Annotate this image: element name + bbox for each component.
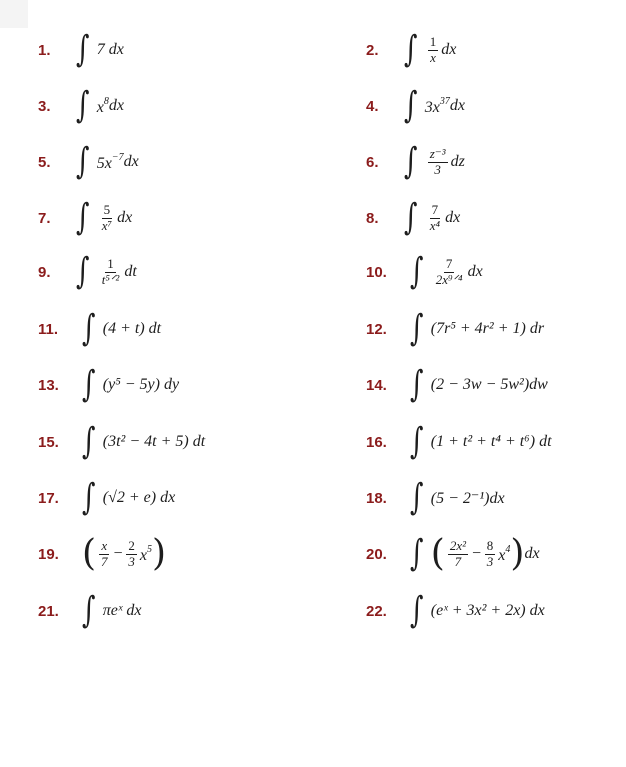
problem-expression — [82, 590, 142, 631]
problem-expression — [404, 197, 461, 238]
expression-term: dx — [123, 153, 139, 170]
expression-term: (2 − 3w − 5w²)dw — [430, 376, 548, 393]
integral-sign-icon: ∫ — [82, 308, 96, 349]
problem-item — [366, 78, 465, 134]
expression-text — [124, 153, 139, 171]
exponent: 8 — [103, 95, 109, 107]
expression-term: (7r⁵ + 4r² + 1) dr — [430, 320, 545, 337]
problem-number: 6. — [366, 153, 379, 171]
left-paren-icon: ( — [82, 533, 97, 574]
fraction-denominator: 7 — [454, 553, 462, 569]
fraction-denominator: x⁷ — [101, 217, 113, 233]
fraction — [428, 147, 448, 177]
expression-term: dx — [467, 263, 483, 280]
problem-expression — [76, 141, 139, 182]
fraction — [434, 257, 465, 287]
problem-number: 3. — [38, 97, 51, 115]
fraction-denominator: 3 — [434, 161, 441, 177]
problem-item — [366, 583, 545, 639]
right-paren-icon: ) — [510, 533, 525, 574]
problem-expression — [76, 251, 137, 292]
problem-item — [38, 190, 132, 246]
integral-sign-icon: ∫ — [82, 477, 96, 518]
problem-number: 10. — [366, 263, 387, 281]
problem-number: 12. — [366, 320, 387, 338]
expression-term: (eˣ + 3x² + 2x) dx — [430, 602, 545, 619]
problem-expression — [410, 590, 545, 631]
expression-term: dx — [108, 97, 124, 114]
expression-text — [113, 545, 124, 563]
problem-expression — [82, 364, 180, 405]
problem-number: 13. — [38, 376, 59, 394]
expression-term: dx — [449, 97, 465, 114]
integral-sign-icon: ∫ — [82, 364, 96, 405]
problem-expression — [82, 421, 206, 462]
fraction-numerator: 5 — [103, 202, 111, 218]
integral-sign-icon: ∫ — [76, 141, 90, 182]
problem-expression — [410, 251, 483, 292]
fraction — [448, 539, 468, 569]
problem-expression — [404, 29, 457, 70]
expression-text — [103, 320, 161, 338]
expression-text — [117, 209, 132, 227]
problem-item — [38, 583, 142, 639]
problem-item — [366, 190, 460, 246]
problem-item — [366, 301, 544, 357]
fraction-denominator: 3 — [486, 553, 494, 569]
integral-sign-icon: ∫ — [76, 29, 90, 70]
expression-term: (3t² − 4t + 5) dt — [102, 433, 206, 450]
problem-number: 2. — [366, 41, 379, 59]
problem-item — [366, 470, 505, 526]
expression-term: 3x — [424, 98, 440, 116]
problem-number: 4. — [366, 97, 379, 115]
fraction-numerator: x — [101, 538, 108, 554]
problem-item — [366, 134, 465, 190]
expression-text — [97, 152, 124, 173]
integral-sign-icon: ∫ — [410, 590, 424, 631]
integral-sign-icon: ∫ — [410, 533, 424, 574]
problem-number: 9. — [38, 263, 51, 281]
integral-sign-icon: ∫ — [410, 364, 424, 405]
problem-expression — [410, 308, 545, 349]
problem-expression — [82, 477, 176, 518]
integral-sign-icon: ∫ — [404, 197, 418, 238]
expression-term: (1 + t² + t⁴ + t⁶) dt — [430, 433, 552, 450]
fraction-numerator: 1 — [107, 256, 114, 272]
fraction — [428, 203, 442, 233]
problem-number: 14. — [366, 376, 387, 394]
expression-term: dx — [441, 41, 457, 58]
problem-number: 11. — [38, 320, 59, 338]
expression-text — [431, 488, 505, 508]
exponent: 4 — [505, 543, 511, 555]
problem-number: 17. — [38, 489, 59, 507]
expression-text — [445, 209, 460, 227]
expression-term: dx — [117, 209, 133, 226]
problem-item — [38, 301, 161, 357]
expression-term: dx — [445, 209, 461, 226]
expression-text — [97, 41, 124, 59]
expression-text — [431, 320, 544, 338]
fraction-numerator: 2 — [128, 538, 135, 554]
exponent: 37 — [439, 95, 450, 107]
problem-expression — [404, 85, 465, 126]
expression-text — [431, 602, 545, 620]
fraction — [485, 539, 496, 569]
problem-number: 15. — [38, 433, 59, 451]
problem-number: 1. — [38, 41, 51, 59]
expression-text — [431, 376, 548, 394]
problem-number: 20. — [366, 545, 387, 563]
expression-term: 7 dx — [96, 41, 124, 58]
expression-term: (4 + t) dt — [102, 320, 162, 337]
expression-text — [431, 433, 552, 451]
integral-sign-icon: ∫ — [76, 197, 90, 238]
fraction-denominator: 3 — [128, 553, 135, 569]
problem-item — [38, 526, 166, 582]
fraction-denominator: t⁵ᐟ² — [101, 271, 120, 287]
problem-item — [38, 470, 175, 526]
expression-text — [124, 263, 136, 281]
expression-term: (5 − 2⁻¹)dx — [430, 490, 505, 507]
fraction — [126, 539, 137, 569]
problem-item — [38, 357, 179, 413]
fraction — [100, 257, 122, 287]
problem-expression — [410, 533, 540, 574]
expression-text — [109, 97, 124, 115]
integral-sign-icon: ∫ — [410, 308, 424, 349]
expression-text — [103, 489, 175, 507]
problem-number: 5. — [38, 153, 51, 171]
integral-sign-icon: ∫ — [404, 29, 418, 70]
problem-item — [366, 414, 552, 470]
expression-term: dz — [450, 153, 465, 170]
problem-item — [38, 244, 137, 300]
problem-expression — [410, 421, 552, 462]
right-paren-icon: ) — [151, 533, 166, 574]
expression-term: − — [470, 545, 482, 562]
problem-expression — [404, 141, 465, 182]
problem-expression — [76, 197, 133, 238]
expression-text — [450, 97, 465, 115]
expression-term: 5x — [96, 154, 112, 172]
exponent: −7 — [111, 151, 124, 163]
expression-text — [451, 153, 465, 171]
expression-text — [498, 544, 510, 565]
integral-sign-icon: ∫ — [82, 421, 96, 462]
integral-sign-icon: ∫ — [82, 590, 96, 631]
expression-term: (y⁵ − 5y) dy — [102, 376, 180, 393]
expression-term: − — [112, 545, 124, 562]
expression-text — [425, 96, 450, 117]
problem-item — [38, 22, 124, 78]
expression-text — [140, 544, 152, 565]
problem-item — [366, 22, 456, 78]
expression-text — [97, 96, 109, 117]
problem-item — [38, 78, 124, 134]
expression-term: dt — [124, 263, 137, 280]
expression-term: x — [96, 98, 104, 116]
problem-number: 16. — [366, 433, 387, 451]
expression-text — [103, 376, 179, 394]
expression-term: dx — [524, 545, 540, 562]
expression-text — [471, 545, 482, 563]
problem-number: 22. — [366, 602, 387, 620]
problem-number: 8. — [366, 209, 379, 227]
integral-sign-icon: ∫ — [404, 85, 418, 126]
fraction — [99, 539, 110, 569]
integral-sign-icon: ∫ — [410, 477, 424, 518]
expression-text — [468, 263, 483, 281]
integral-sign-icon: ∫ — [76, 85, 90, 126]
expression-term: πeˣ dx — [102, 602, 142, 619]
fraction-numerator: 8 — [486, 538, 494, 554]
problem-item — [366, 526, 540, 582]
fraction — [100, 203, 114, 233]
problem-number: 7. — [38, 209, 51, 227]
fraction-denominator: 2x⁹ᐟ⁴ — [435, 271, 463, 287]
integral-sign-icon: ∫ — [410, 421, 424, 462]
problem-number: 18. — [366, 489, 387, 507]
problem-expression — [410, 477, 505, 518]
fraction-denominator: x — [430, 49, 436, 65]
expression-text — [441, 41, 456, 59]
problem-expression — [82, 308, 162, 349]
problem-expression — [76, 29, 124, 70]
exponent: 5 — [146, 543, 152, 555]
integral-sign-icon: ∫ — [404, 141, 418, 182]
fraction — [428, 35, 439, 65]
expression-text — [103, 433, 205, 451]
fraction-denominator: x⁴ — [429, 217, 441, 233]
problem-number: 19. — [38, 545, 59, 563]
left-paren-icon: ( — [430, 533, 445, 574]
problem-item — [38, 414, 205, 470]
problem-item — [366, 244, 483, 300]
expression-text — [103, 602, 142, 620]
expression-term: x — [498, 546, 506, 564]
fraction-numerator: z⁻³ — [429, 146, 446, 162]
problem-expression — [82, 533, 166, 574]
fraction-numerator: 7 — [445, 256, 453, 272]
expression-text — [524, 545, 539, 563]
integral-sign-icon: ∫ — [76, 251, 90, 292]
fraction-numerator: 2x² — [449, 538, 466, 554]
expression-term: x — [139, 546, 147, 564]
fraction-denominator: 7 — [101, 553, 108, 569]
expression-term: (√2 + e) dx — [102, 489, 176, 506]
problem-number: 21. — [38, 602, 59, 620]
fraction-numerator: 7 — [431, 202, 439, 218]
problem-expression — [410, 364, 548, 405]
integral-sign-icon: ∫ — [410, 251, 424, 292]
problem-expression — [76, 85, 124, 126]
fraction-numerator: 1 — [429, 34, 437, 50]
problem-item — [366, 357, 548, 413]
problem-item — [38, 134, 139, 190]
